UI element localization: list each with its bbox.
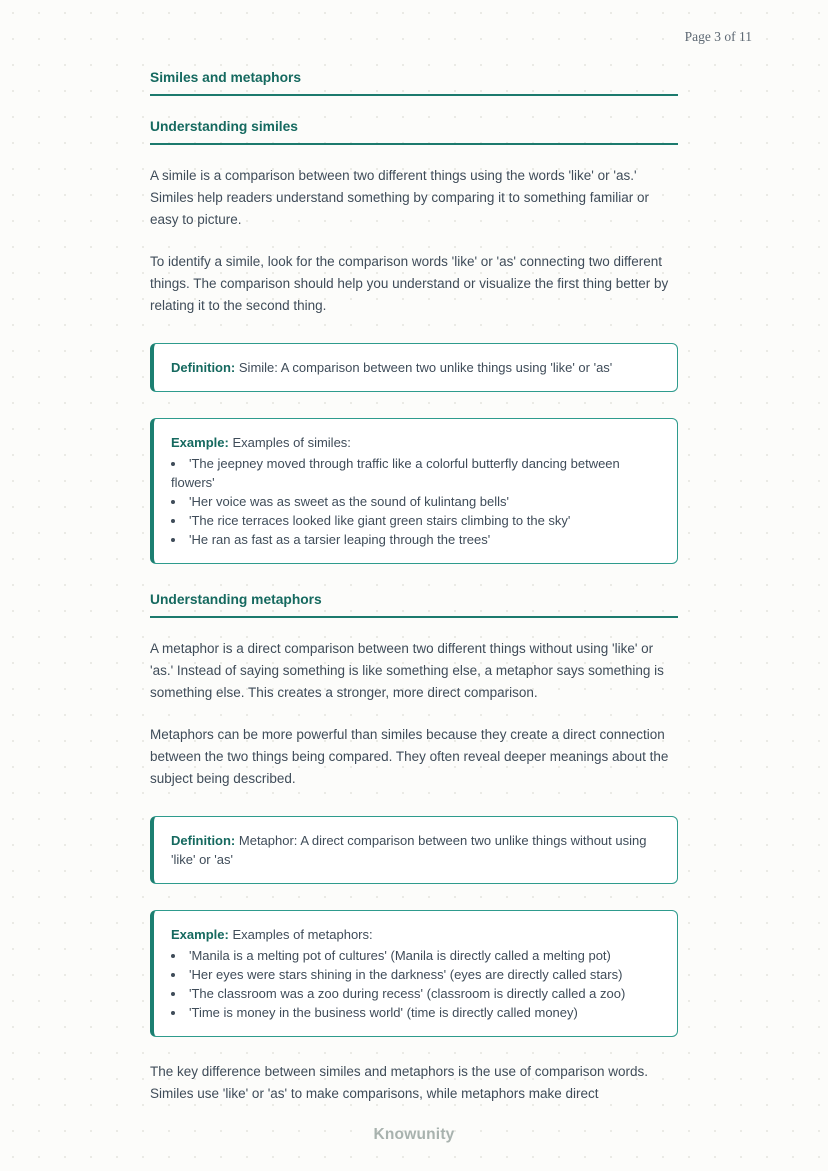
example-box-metaphors <box>150 910 678 1037</box>
definition-label: Definition: <box>171 360 236 375</box>
example-item: • 'Her eyes were stars shining in the darkness' (eyes are directly called stars) <box>171 965 660 984</box>
footer-brand: Knowunity <box>373 1126 455 1143</box>
paragraph-metaphor-power: Metaphors can be more powerful than similes because they create a direct connection between the two things being compared. They often reveal deeper meanings about the subject being described. <box>150 727 669 786</box>
section-heading-similes: Understanding similes <box>150 119 678 145</box>
definition-text <box>171 831 660 869</box>
example-item: • 'Manila is a melting pot of cultures' (Manila is directly called a melting pot) <box>171 946 660 965</box>
definition-box-metaphor <box>150 816 678 884</box>
example-box-similes <box>150 418 678 564</box>
example-item: • 'The jeepney moved through traffic like a colorful butterfly dancing between flowers' <box>171 454 660 492</box>
document-content <box>150 70 678 1125</box>
page-indicator: Page 3 of 11 <box>684 29 752 44</box>
example-intro <box>171 433 660 452</box>
paragraph-simile-intro: A simile is a comparison between two different things using the words 'like' or 'as.' Similes help readers understand something by comparing it to something familiar or easy to picture. <box>150 168 649 227</box>
example-item: • 'Time is money in the business world' (time is directly called money) <box>171 1003 660 1022</box>
example-list-similes <box>171 454 660 549</box>
example-intro <box>171 925 660 944</box>
example-item: • 'He ran as fast as a tarsier leaping through the trees' <box>171 530 660 549</box>
definition-body: Simile: A comparison between two unlike things using 'like' or 'as' <box>238 360 613 375</box>
definition-text <box>171 358 660 377</box>
example-label: Example: <box>171 927 229 942</box>
doc-title: Similes and metaphors <box>150 70 678 96</box>
example-list-metaphors <box>171 946 660 1022</box>
example-item: • 'The classroom was a zoo during recess' (classroom is directly called a zoo) <box>171 984 660 1003</box>
definition-box-simile <box>150 343 678 392</box>
paragraph-simile-identify: To identify a simile, look for the comparison words 'like' or 'as' connecting two different things. The comparison should help you understand or visualize the first thing better by relating it to the second thing. <box>150 254 669 313</box>
paragraph-key-difference: The key difference between similes and metaphors is the use of comparison words. Similes use 'like' or 'as' to make comparisons, while metaphors make direct <box>150 1064 649 1101</box>
definition-label: Definition: <box>171 833 236 848</box>
example-intro-text: Examples of metaphors: <box>232 927 373 942</box>
example-label: Example: <box>171 435 229 450</box>
definition-body: Metaphor: A direct comparison between two unlike things without using 'like' or 'as' <box>171 833 647 867</box>
section-heading-metaphors: Understanding metaphors <box>150 592 678 618</box>
example-intro-text: Examples of similes: <box>232 435 351 450</box>
example-item: • 'The rice terraces looked like giant green stairs climbing to the sky' <box>171 511 660 530</box>
paragraph-metaphor-intro: A metaphor is a direct comparison between two different things without using 'like' or 'as.' Instead of saying something is like something else, a metaphor says something is something else. This creates a stronger, more direct comparison. <box>150 641 664 700</box>
example-item: • 'Her voice was as sweet as the sound of kulintang bells' <box>171 492 660 511</box>
